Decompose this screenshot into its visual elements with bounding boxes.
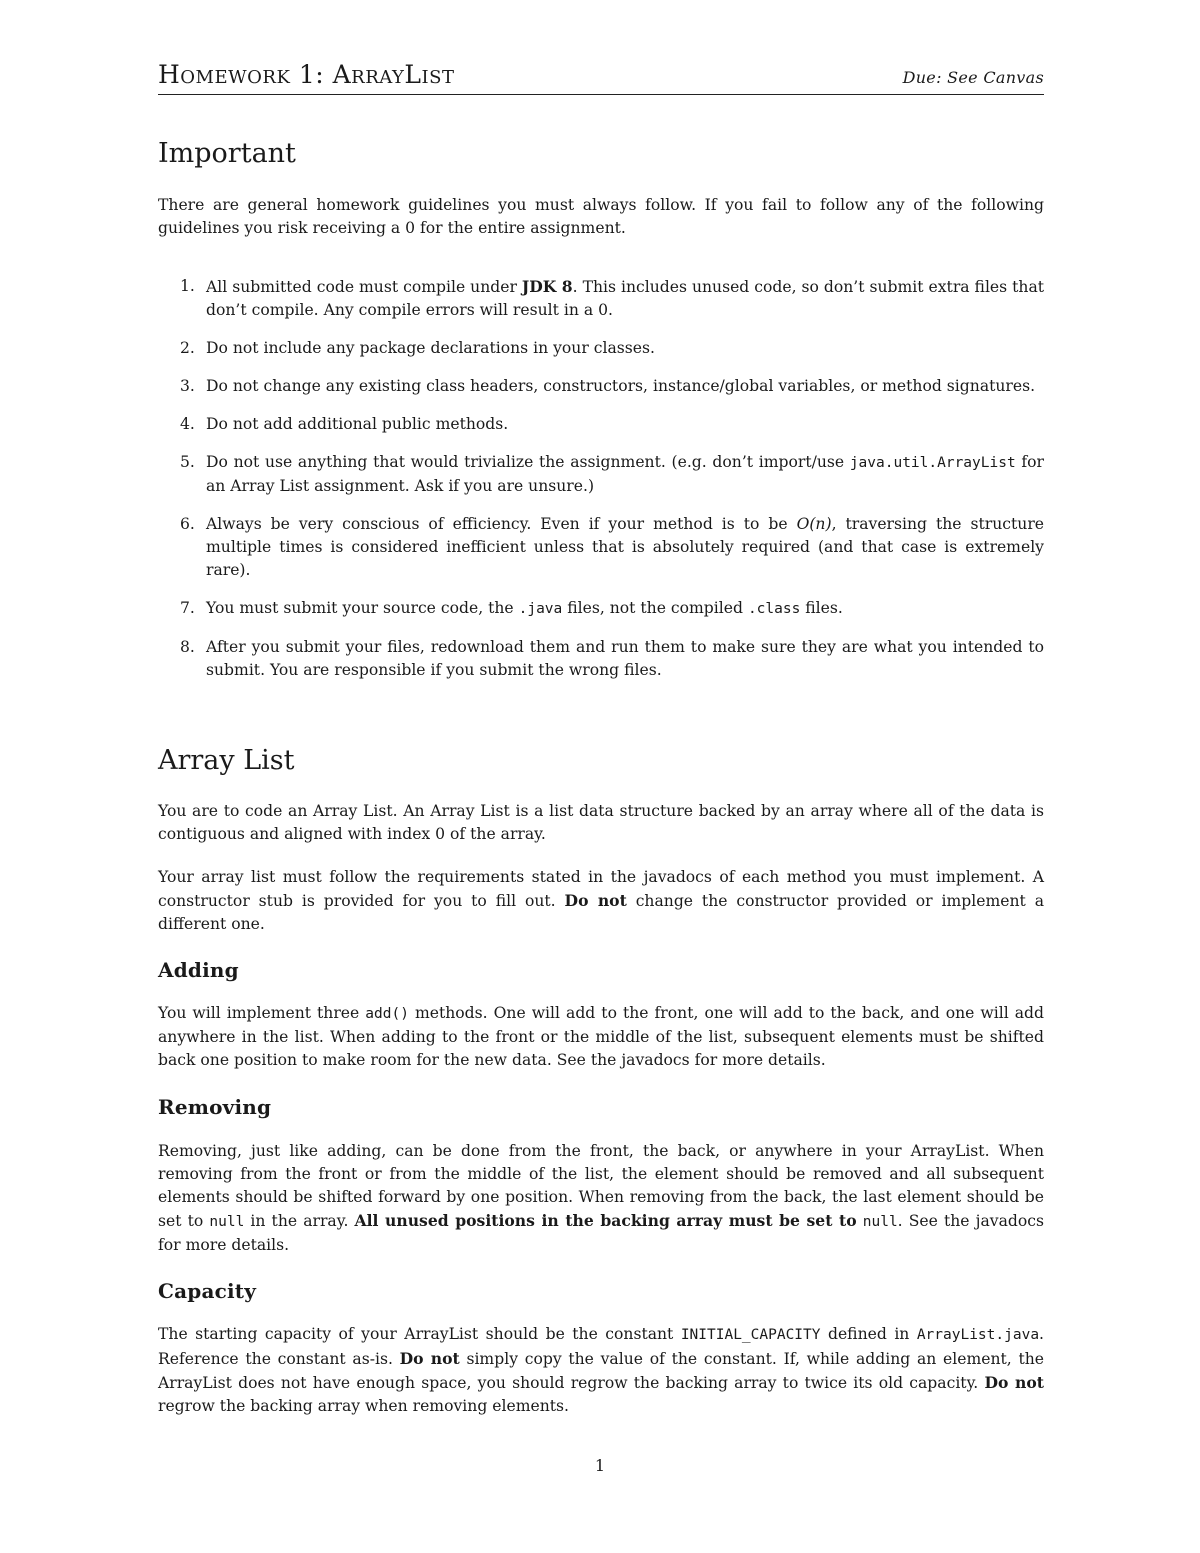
important-intro: There are general homework guidelines you must always follow. If you fail to follow any of the following guidelines you risk receiving a 0 for the entire assignment. <box>158 196 1044 237</box>
array-list-paragraph-1: You are to code an Array List. An Array List is a list data structure backed by an array where all of the data is contiguous and aligned with index 0 of the array. <box>158 802 1044 843</box>
removing-paragraph: Removing, just like adding, can be done from the front, the back, or anywhere in your ArrayList. When removing from the front or from the middle of the list, the element should be removed and all subsequent elements should be shifted forward by one position. When removing from the back, the last element should be set to null in the array. All unused positions in the backing array must be set to null. See the javadocs for more details. <box>158 1142 1044 1254</box>
rule-item: 1. All submitted code must compile under JDK 8. This includes unused code, so don’t submit extra files that don’t compile. Any compile errors will result in a 0. <box>180 277 1045 319</box>
capacity-paragraph: The starting capacity of your ArrayList should be the constant INITIAL_CAPACITY defined in ArrayList.java. Reference the constant as-is. Do not simply copy the value of the constant. If, while adding an element, the ArrayList does not have enough space, you should regrow the backing array to twice its old capacity. Do not regrow the backing array when removing elements. <box>158 1325 1045 1415</box>
rule-item: 5. Do not use anything that would trivialize the assignment. (e.g. don’t import/use java.util.ArrayList for an Array List assignment. Ask if you are unsure.) <box>180 453 1044 495</box>
subsection-heading-capacity: Capacity <box>158 1279 257 1303</box>
rule-item: 7. You must submit your source code, the .java files, not the compiled .class files. <box>180 599 843 617</box>
subsection-heading-adding: Adding <box>158 958 239 982</box>
rule-item: 4. Do not add additional public methods. <box>180 415 509 433</box>
section-heading-important: Important <box>158 138 296 169</box>
due-date: Due: See Canvas <box>902 68 1044 87</box>
rules-list <box>180 275 1044 697</box>
subsection-heading-removing: Removing <box>158 1095 272 1119</box>
document-page <box>158 60 1045 1415</box>
rule-item: 8. After you submit your files, redownload them and run them to make sure they are what you intended to submit. You are responsible if you submit the wrong files. <box>180 638 1044 679</box>
rule-item: 2. Do not include any package declarations in your classes. <box>180 339 655 357</box>
page-header <box>158 60 1044 95</box>
adding-paragraph: You will implement three add() methods. One will add to the front, one will add to the back, and one will add anywhere in the list. When adding to the front or the middle of the list, subsequent elements must be shifted back one position to make room for the new data. See the javadocs for more details. <box>158 1004 1044 1069</box>
page-number: 1 <box>594 1456 606 1475</box>
section-heading-array-list: Array List <box>158 745 295 776</box>
rule-item: 3. Do not change any existing class headers, constructors, instance/global variables, or method signatures. <box>180 377 1036 395</box>
homework-title: Homework 1: ArrayList <box>158 60 455 89</box>
array-list-paragraph-2: Your array list must follow the requirements stated in the javadocs of each method you must implement. A constructor stub is provided for you to fill out. Do not change the constructor provided or implement a different one. <box>158 868 1045 933</box>
rule-item: 6. Always be very conscious of efficiency. Even if your method is to be O(n), traversing the structure multiple times is considered inefficient unless that is absolutely required (and that case is extremely rare). <box>180 515 1044 579</box>
